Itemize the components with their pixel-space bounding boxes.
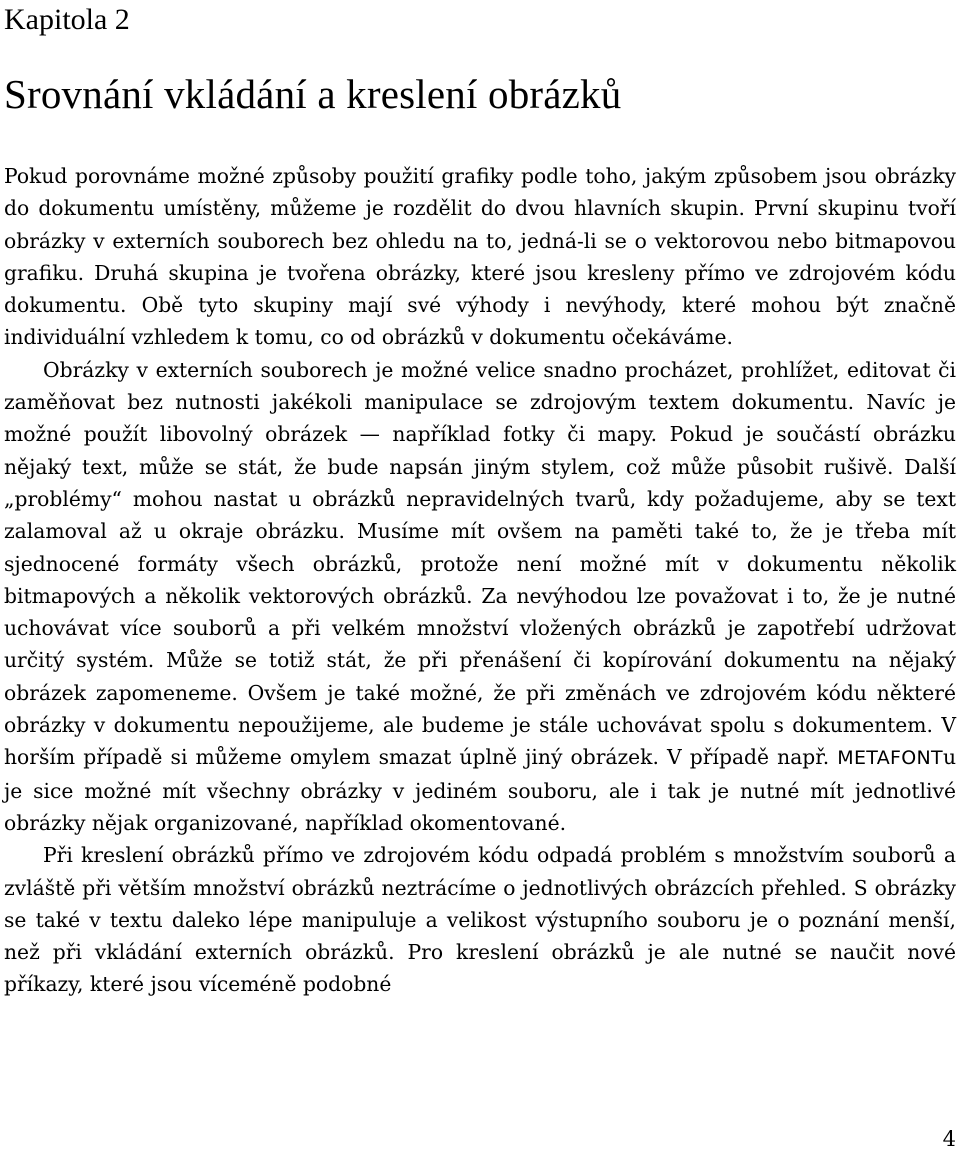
paragraph-2 [4,354,956,839]
paragraph-2-text-after: u je sice možné mít všechny obrázky v jediném souboru, ale i tak je nutné mít jednotlivé obrázky nějak organizované, například okomentované. [4,745,956,835]
document-page [4,0,956,1001]
paragraph-1: Pokud porovnáme možné způsoby použití grafiky podle toho, jakým způsobem jsou obrázky do dokumentu umístěny, můžeme je rozdělit do dvou hlavních skupin. První skupinu tvoří obrázky v externích souborech bez ohledu na to, jedná-li se o vektorovou nebo bitmapovou grafiku. Druhá skupina je tvořena obrázky, které jsou kresleny přímo ve zdrojovém kódu dokumentu. Obě tyto skupiny mají své výhody i nevýhody, které mohou být značně individuální vzhledem k tomu, co od obrázků v dokumentu očekáváme. [4,164,956,350]
chapter-label: Kapitola 2 [4,3,130,36]
page-number: 4 [942,1127,956,1151]
chapter-title: Srovnání vkládání a kreslení obrázků [4,71,622,117]
paragraph-3: Při kreslení obrázků přímo ve zdrojovém kódu odpadá problém s množstvím souborů a zvláště při větším množství obrázků neztrácíme o jednotlivých obrázcích přehled. S obrázky se také v textu daleko lépe manipuluje a velikost výstupního souboru je o poznání menší, než při vkládání externích obrázků. Pro kreslení obrázků je ale nutné se naučit nové příkazy, které jsou víceméně podobné [4,843,956,997]
body-text [4,160,956,1001]
metafont-logo: METAFONT [837,747,943,770]
paragraph-2-text-before: Obrázky v externích souborech je možné velice snadno procházet, prohlížet, editovat či zaměňovat bez nutnosti jakékoli manipulace se zdrojovým textem dokumentu. Navíc je možné použít libovolný obrázek — například fotky či mapy. Pokud je součástí obrázku nějaký text, může se stát, že bude napsán jiným stylem, což může působit rušivě. Další „problémy“ mohou nastat u obrázků nepravidelných tvarů, kdy požadujeme, aby se text zalamoval až u okraje obrázku. Musíme mít ovšem na paměti také to, že je třeba mít sjednocené formáty všech obrázků, protože není možné mít v dokumentu několik bitmapových a několik vektorových obrázků. Za nevýhodou lze považovat i to, že je nutné uchovávat více souborů a při velkém množství vložených obrázků je zapotřebí udržovat určitý systém. Může se totiž stát, že při přenášení či kopírování dokumentu na nějaký obrázek zapomeneme. Ovšem je také možné, že při změnách ve zdrojovém kódu některé obrázky v dokumentu nepoužijeme, ale budeme je stále uchovávat spolu s dokumentem. V horším případě si můžeme omylem smazat úplně jiný obrázek. V případě např. [4,357,956,770]
